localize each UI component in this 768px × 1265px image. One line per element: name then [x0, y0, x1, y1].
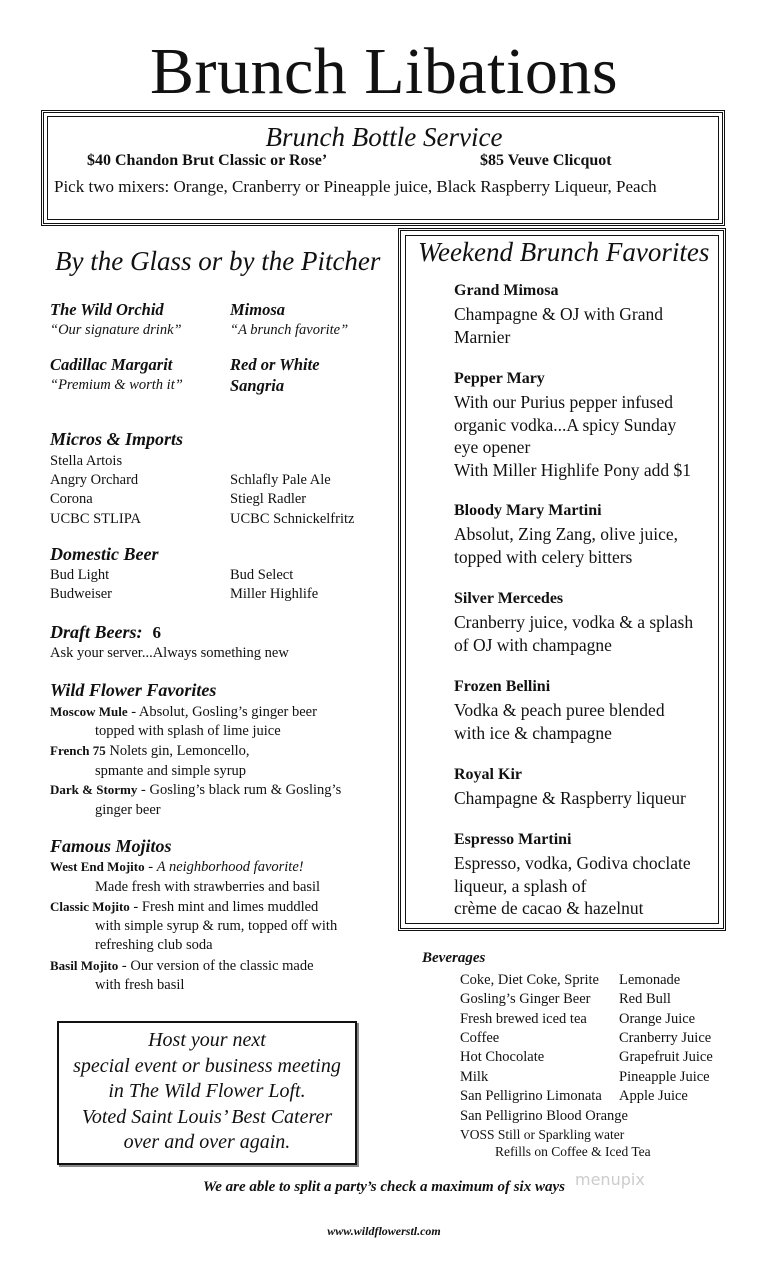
mojito-name: Basil Mojito — [50, 958, 119, 973]
weekend-item-desc — [454, 303, 719, 348]
weekend-item-desc — [454, 787, 719, 810]
drink-name: Mimosa — [230, 300, 286, 319]
bottle-service-heading: Brunch Bottle Service — [265, 122, 503, 152]
refills-note: Refills on Coffee & Iced Tea — [495, 1144, 651, 1159]
host-event-text — [60, 1028, 354, 1156]
mojito-line — [50, 899, 318, 916]
weekend-item-name: Espresso Martini — [454, 831, 572, 848]
desc-line: Vodka & peach puree blended — [454, 700, 665, 720]
page-title: Brunch Libations — [149, 35, 619, 108]
beer-item: Angry Orchard — [50, 472, 139, 488]
beverage-item: Red Bull — [619, 991, 671, 1007]
beverage-item: VOSS Still or Sparkling water — [460, 1127, 625, 1142]
desc-line: Champagne & Raspberry liqueur — [454, 788, 686, 808]
cocktail-name: Dark & Stormy — [50, 782, 138, 797]
weekend-item-desc — [454, 391, 719, 481]
mojito-desc-cont: with fresh basil — [95, 977, 185, 993]
drink-name: Red or White — [230, 355, 320, 374]
desc-line: Champagne & OJ with Grand — [454, 304, 663, 324]
desc-line: with ice & champagne — [454, 722, 612, 743]
cocktail-line — [50, 704, 317, 721]
beverage-item: Coke, Diet Coke, Sprite — [460, 972, 599, 988]
bottle-option-chandon: $40 Chandon Brut Classic or Rose’ — [87, 152, 328, 169]
drink-note: “Premium & worth it” — [50, 377, 183, 393]
micros-heading: Micros & Imports — [50, 429, 184, 449]
weekend-item-name: Grand Mimosa — [454, 282, 559, 299]
watermark: menupix — [575, 1170, 645, 1189]
weekend-item-desc — [454, 523, 719, 568]
drink-name: The Wild Orchid — [50, 300, 164, 319]
mojito-line — [50, 958, 314, 975]
mojito-desc-cont: refreshing club soda — [95, 937, 213, 953]
beverages-heading: Beverages — [422, 950, 486, 966]
desc-line: Espresso, vodka, Godiva choclate — [454, 853, 691, 873]
beer-item: Bud Select — [230, 567, 294, 583]
mojito-name: Classic Mojito — [50, 899, 130, 914]
beverage-item: Lemonade — [619, 972, 681, 988]
beverage-item: Gosling’s Ginger Beer — [460, 991, 591, 1007]
cocktail-line — [50, 782, 341, 799]
wild-flower-heading: Wild Flower Favorites — [50, 680, 217, 700]
mojito-desc: Made fresh with strawberries and basil — [95, 879, 321, 895]
beer-item: Stiegl Radler — [230, 491, 307, 507]
beverage-item: Pineapple Juice — [619, 1069, 710, 1085]
beverage-item: San Pelligrino Limonata — [460, 1088, 602, 1104]
weekend-item-desc — [454, 611, 719, 656]
cocktail-desc-cont: topped with splash of lime juice — [95, 723, 281, 739]
beer-item: UCBC STLIPA — [50, 511, 141, 527]
desc-line: of OJ with champagne — [454, 634, 612, 655]
beverage-item: Fresh brewed iced tea — [460, 1011, 587, 1027]
desc-line: Marnier — [454, 326, 511, 347]
desc-line: crème de cacao & hazelnut — [454, 898, 644, 918]
mojito-line — [50, 859, 304, 876]
weekend-item-desc — [454, 699, 719, 744]
drink-note: “A brunch favorite” — [230, 322, 349, 338]
draft-heading-row — [50, 622, 161, 643]
mojito-desc: Our version of the classic made — [130, 958, 314, 974]
cocktail-desc: Nolets gin, Lemoncello, — [109, 743, 250, 759]
cocktail-name: Moscow Mule — [50, 704, 128, 719]
beverage-item: Milk — [460, 1069, 489, 1085]
drink-note: Sangria — [230, 376, 285, 395]
host-line: in The Wild Flower Loft. — [108, 1080, 306, 1102]
glass-heading: By the Glass or by the Pitcher — [55, 246, 381, 276]
beer-item: Miller Highlife — [230, 586, 319, 602]
mojitos-heading: Famous Mojitos — [50, 836, 172, 856]
mojito-desc-cont: with simple syrup & rum, topped off with — [95, 918, 338, 934]
drink-note: “Our signature drink” — [50, 322, 182, 338]
beverage-item: Apple Juice — [619, 1088, 688, 1104]
beverage-item: Coffee — [460, 1030, 500, 1046]
split-check-note: We are able to split a party’s check a maximum of six ways — [203, 1179, 565, 1195]
mojito-desc: Fresh mint and limes muddled — [141, 899, 319, 915]
bottle-mixers: Pick two mixers: Orange, Cranberry or Pineapple juice, Black Raspberry Liqueur, Peach — [54, 177, 657, 196]
draft-note: Ask your server...Always something new — [50, 645, 289, 661]
separator: - — [118, 958, 131, 974]
desc-line: With our Purius pepper infused — [454, 392, 673, 412]
weekend-item-name: Pepper Mary — [454, 370, 545, 387]
draft-count: 6 — [152, 623, 161, 642]
cocktail-desc-cont: ginger beer — [95, 802, 161, 818]
weekend-item-name: Royal Kir — [454, 766, 522, 783]
desc-line: topped with celery bitters — [454, 546, 633, 567]
desc-line: With Miller Highlife Pony add $1 — [454, 459, 691, 480]
desc-line: Absolut, Zing Zang, olive juice, — [454, 524, 679, 544]
beverage-item: San Pelligrino Blood Orange — [460, 1108, 628, 1124]
domestic-heading: Domestic Beer — [50, 544, 159, 564]
beer-item: Schlafly Pale Ale — [230, 472, 331, 488]
cocktail-desc-cont: spmante and simple syrup — [95, 763, 247, 779]
beverage-item: Orange Juice — [619, 1011, 696, 1027]
beer-item: UCBC Schnickelfritz — [230, 511, 355, 527]
separator: - — [129, 899, 142, 915]
cocktail-line — [50, 743, 250, 760]
cocktail-desc: Gosling’s black rum & Gosling’s — [149, 782, 342, 798]
mojito-name: West End Mojito — [50, 859, 145, 874]
drink-name: Cadillac Margarit — [50, 355, 173, 374]
host-line: special event or business meeting — [73, 1054, 341, 1077]
weekend-item-name: Frozen Bellini — [454, 678, 551, 695]
beverage-item: Grapefruit Juice — [619, 1049, 713, 1065]
cocktail-name: French 75 — [50, 743, 106, 758]
bottle-option-veuve: $85 Veuve Clicquot — [480, 152, 612, 169]
cocktail-desc: Absolut, Gosling’s ginger beer — [138, 704, 317, 720]
beer-item: Bud Light — [50, 567, 110, 583]
beverage-item: Hot Chocolate — [460, 1049, 545, 1065]
beer-item: Budweiser — [50, 586, 113, 602]
separator: - — [144, 859, 157, 875]
separator: - — [127, 704, 139, 720]
weekend-item-name: Bloody Mary Martini — [454, 502, 602, 519]
beer-item: Stella Artois — [50, 453, 123, 469]
desc-line: eye opener — [454, 437, 531, 457]
weekend-item-desc — [454, 852, 719, 920]
separator: - — [137, 782, 150, 798]
desc-line: Cranberry juice, vodka & a splash — [454, 612, 694, 632]
weekend-item-name: Silver Mercedes — [454, 590, 564, 607]
draft-heading: Draft Beers: — [50, 622, 143, 642]
beverage-item: Cranberry Juice — [619, 1030, 712, 1046]
host-line: over and over again. — [123, 1131, 291, 1153]
weekend-heading: Weekend Brunch Favorites — [418, 237, 710, 267]
mojito-tagline: A neighborhood favorite! — [156, 859, 304, 875]
host-line: Voted Saint Louis’ Best Caterer — [81, 1105, 333, 1128]
host-line: Host your next — [148, 1029, 266, 1051]
beer-item: Corona — [50, 491, 93, 507]
desc-line: liqueur, a splash of — [454, 875, 587, 896]
desc-line: organic vodka...A spicy Sunday — [454, 414, 677, 435]
website-link[interactable]: www.wildflowerstl.com — [327, 1224, 441, 1238]
